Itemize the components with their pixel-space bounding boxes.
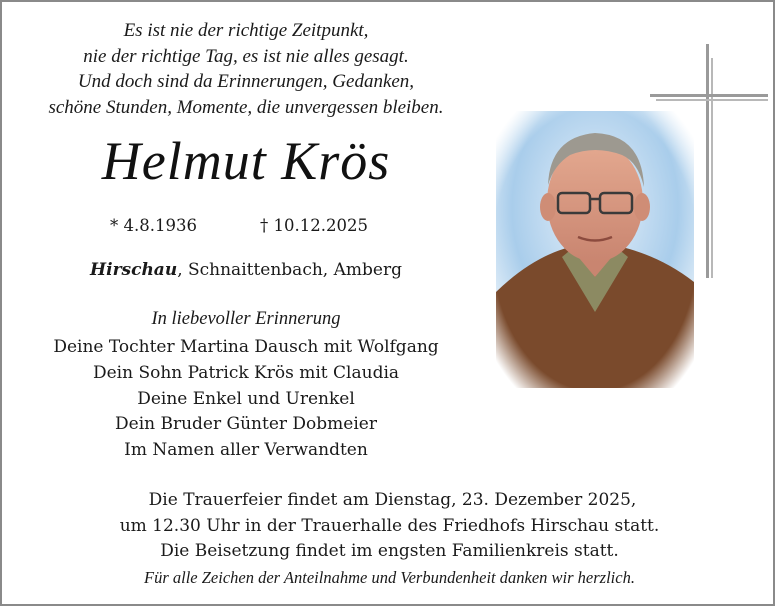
christian-cross-icon xyxy=(650,44,770,280)
place-line xyxy=(2,260,490,280)
mourner-line: Dein Sohn Patrick Krös mit Claudia xyxy=(92,362,400,383)
birth-date: * 4.8.1936 xyxy=(110,216,197,235)
funeral-info-line: um 12.30 Uhr in der Trauerhalle des Friedhofs Hirschau statt. xyxy=(119,515,660,536)
poem-line: nie der richtige Tag, es ist nie alles gesagt. xyxy=(83,45,409,67)
death-date: † 10.12.2025 xyxy=(260,216,368,235)
funeral-info-line: Die Trauerfeier findet am Dienstag, 23. Dezember 2025, xyxy=(148,490,637,510)
mourners-list xyxy=(2,335,490,464)
mourner-line: Deine Enkel und Urenkel xyxy=(137,388,355,409)
mourner-line: Dein Bruder Günter Dobmeier xyxy=(115,414,377,435)
mourner-line: Deine Tochter Martina Dausch mit Wolfgang xyxy=(53,337,439,357)
place-town: Hirschau xyxy=(90,260,178,280)
place-rest: , Schnaittenbach, Amberg xyxy=(177,260,402,280)
funeral-info-line: Die Beisetzung findet im engsten Familienkreis statt. xyxy=(160,541,619,561)
poem xyxy=(2,18,490,120)
memory-heading: In liebevoller Erinnerung xyxy=(151,309,341,329)
thanks-line: Für alle Zeichen der Anteilnahme und Verbundenheit danken wir herzlich. xyxy=(144,568,635,587)
deceased-name: Helmut Krös xyxy=(101,131,391,191)
poem-line: schöne Stunden, Momente, die unvergessen bleiben. xyxy=(48,96,444,118)
poem-line: Und doch sind da Erinnerungen, Gedanken, xyxy=(77,71,415,92)
mourner-line: Im Namen aller Verwandten xyxy=(124,440,368,461)
funeral-info xyxy=(2,488,775,565)
poem-line: Es ist nie der richtige Zeitpunkt, xyxy=(123,20,369,41)
